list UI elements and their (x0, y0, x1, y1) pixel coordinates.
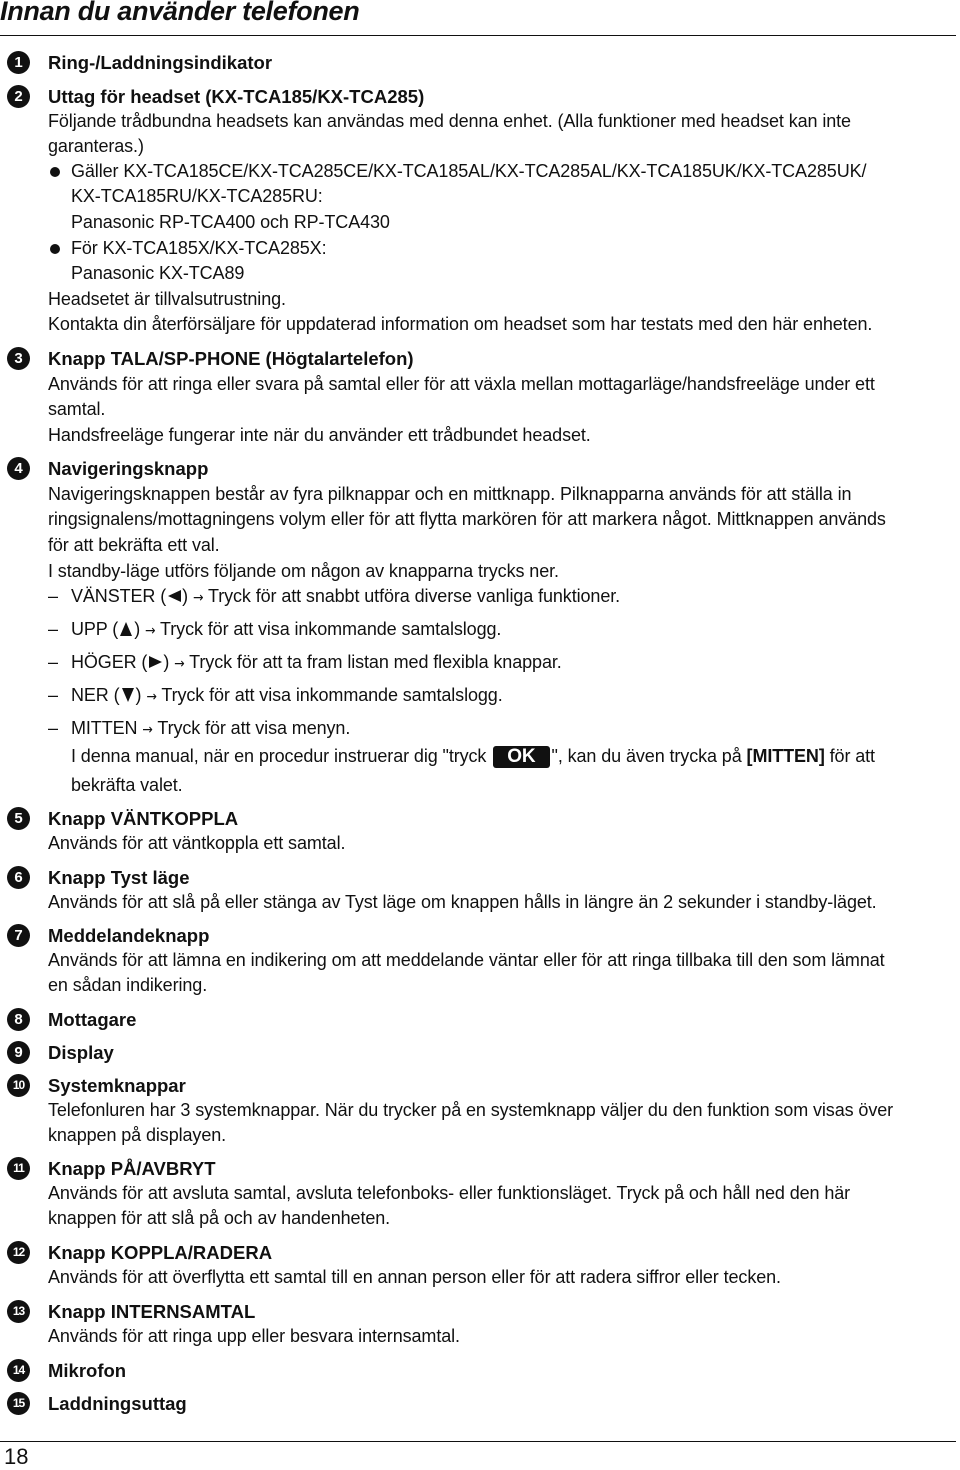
bullet-icon (50, 167, 60, 177)
item-text: Headsetet är tillvalsutrustning. (48, 289, 286, 309)
nav-key-label-close: ) (135, 685, 142, 705)
item-title: Display (48, 1042, 114, 1063)
item-text: Används för att avsluta samtal, avsluta telefonboks- eller funktionsläget. Tryck på och håll ned den här (48, 1183, 851, 1203)
nav-key-description: Tryck för att visa inkommande samtalslogg. (160, 619, 502, 639)
item-text: Följande trådbundna headsets kan användas med denna enhet. (Alla funktioner med headset kan inte (48, 111, 851, 131)
item-title: Uttag för headset (KX-TCA185/KX-TCA285) (48, 86, 425, 107)
item-text: Används för att slå på eller stänga av Tyst läge om knappen hålls in längre än 2 sekunder i standby-läget. (48, 892, 877, 912)
item-title: Knapp KOPPLA/RADERA (48, 1242, 273, 1263)
nav-key-label-close: ) (163, 652, 170, 672)
nav-key-label: NER ( (71, 685, 120, 705)
arrow-up-icon (118, 621, 134, 637)
item-note (71, 744, 875, 769)
item-title: Knapp TALA/SP-PHONE (Högtalartelefon) (48, 348, 414, 369)
item-number-badge: 5 (7, 807, 30, 830)
arrow-right-icon: → (146, 689, 157, 705)
nav-key-description: Tryck för att visa menyn. (157, 718, 351, 738)
item-title: Navigeringsknapp (48, 458, 209, 479)
note-text: ", kan du även trycka på (551, 746, 742, 766)
item-text: Används för att överflytta ett samtal till en annan person eller för att radera siffror eller tecken. (48, 1267, 781, 1287)
nav-key-row-up (71, 617, 501, 644)
nav-key-row-left (71, 584, 620, 611)
item-title: Knapp PÅ/AVBRYT (48, 1158, 216, 1179)
note-key-name: [MITTEN] (746, 746, 825, 766)
item-number-badge: 11 (7, 1157, 30, 1180)
item-number-badge: 8 (7, 1008, 30, 1031)
item-title: Knapp INTERNSAMTAL (48, 1301, 256, 1322)
item-title: Meddelandeknapp (48, 925, 210, 946)
nav-key-description: Tryck för att visa inkommande samtalslogg. (161, 685, 503, 705)
item-text: knappen på displayen. (48, 1125, 227, 1145)
nav-key-label-close: ) (134, 619, 141, 639)
item-text: Kontakta din återförsäljare för uppdaterad information om headset som har testats med den här enheten. (48, 314, 873, 334)
arrow-down-icon (120, 687, 136, 703)
item-text: bekräfta valet. (71, 775, 183, 795)
item-number-badge: 2 (7, 85, 30, 108)
item-number-badge: 7 (7, 924, 30, 947)
nav-key-label: VÄNSTER ( (71, 586, 167, 606)
note-text: I denna manual, när en procedur instruerar dig "tryck (71, 746, 487, 766)
nav-key-row-center (71, 716, 350, 743)
item-text: Handsfreeläge fungerar inte när du använder ett trådbundet headset. (48, 425, 591, 445)
item-text: För KX-TCA185X/KX-TCA285X: (71, 238, 327, 258)
item-title: Mikrofon (48, 1360, 127, 1381)
item-text: knappen för att slå på och av handenheten. (48, 1208, 391, 1228)
nav-key-description: Tryck för att snabbt utföra diverse vanliga funktioner. (207, 586, 621, 606)
nav-key-label: MITTEN (71, 718, 138, 738)
nav-key-label: UPP ( (71, 619, 119, 639)
item-number-badge: 6 (7, 866, 30, 889)
ok-key-icon: OK (493, 746, 549, 768)
item-text: I standby-läge utförs följande om någon av knapparna trycks ner. (48, 561, 559, 581)
nav-key-description: Tryck för att ta fram listan med flexibla knappar. (189, 652, 562, 672)
item-title: Ring-/Laddningsindikator (48, 52, 273, 73)
item-text: en sådan indikering. (48, 975, 208, 995)
bullet-icon (50, 244, 60, 254)
item-number-badge: 3 (7, 347, 30, 370)
item-number-badge: 4 (7, 457, 30, 480)
item-number-badge: 15 (7, 1392, 30, 1415)
item-number-badge: 14 (7, 1359, 30, 1382)
item-number-badge: 1 (7, 51, 30, 74)
item-text: samtal. (48, 399, 106, 419)
dash-marker: – (48, 685, 59, 705)
footer-divider (0, 1441, 956, 1442)
nav-key-label: HÖGER ( (71, 652, 148, 672)
arrow-right-icon: → (174, 656, 185, 672)
item-text: garanteras.) (48, 136, 144, 156)
item-number-badge: 13 (7, 1300, 30, 1323)
item-title: Systemknappar (48, 1075, 186, 1096)
arrow-right-icon: → (142, 722, 153, 738)
note-text: för att (829, 746, 875, 766)
dash-marker: – (48, 652, 59, 672)
arrow-right-triangle-icon (147, 654, 163, 670)
item-text: KX-TCA185RU/KX-TCA285RU: (71, 186, 323, 206)
dash-marker: – (48, 619, 59, 639)
item-number-badge: 10 (7, 1074, 30, 1097)
nav-key-row-down (71, 683, 503, 710)
item-title: Knapp VÄNTKOPPLA (48, 808, 239, 829)
item-title: Knapp Tyst läge (48, 867, 190, 888)
arrow-right-icon: → (145, 623, 156, 639)
item-text: ringsignalens/mottagningens volym eller för att flytta markören för att markera något. Mittknappen används (48, 509, 886, 529)
item-number-badge: 12 (7, 1241, 30, 1264)
dash-marker: – (48, 718, 59, 738)
item-title: Laddningsuttag (48, 1393, 187, 1414)
nav-key-label-close: ) (182, 586, 189, 606)
item-text: Panasonic KX-TCA89 (71, 263, 245, 283)
nav-key-row-right (71, 650, 562, 677)
item-text: Används för att ringa upp eller besvara internsamtal. (48, 1326, 460, 1346)
arrow-left-icon (166, 588, 182, 604)
page-title: Innan du använder telefonen (0, 0, 360, 26)
item-text: Används för att ringa eller svara på samtal eller för att växla mellan mottagarläge/handsfreeläge under ett (48, 374, 875, 394)
header-divider (0, 35, 956, 36)
arrow-right-icon: → (192, 590, 204, 606)
item-text: Används för att väntkoppla ett samtal. (48, 833, 346, 853)
page-number: 18 (4, 1444, 29, 1469)
item-text: Navigeringsknappen består av fyra pilknappar och en mittknapp. Pilknapparna används för att ställa in (48, 484, 852, 504)
item-text: Används för att lämna en indikering om att meddelande väntar eller för att ringa tillbaka till den som lämnat (48, 950, 885, 970)
item-text: Telefonluren har 3 systemknappar. När du trycker på en systemknapp väljer du den funktion som visas över (48, 1100, 894, 1120)
item-text: för att bekräfta ett val. (48, 535, 220, 555)
item-text: Gäller KX-TCA185CE/KX-TCA285CE/KX-TCA185AL/KX-TCA285AL/KX-TCA185UK/KX-TCA285UK/ (71, 161, 867, 181)
item-title: Mottagare (48, 1009, 137, 1030)
item-text: Panasonic RP-TCA400 och RP-TCA430 (71, 212, 390, 232)
item-number-badge: 9 (7, 1041, 30, 1064)
dash-marker: – (48, 586, 59, 606)
